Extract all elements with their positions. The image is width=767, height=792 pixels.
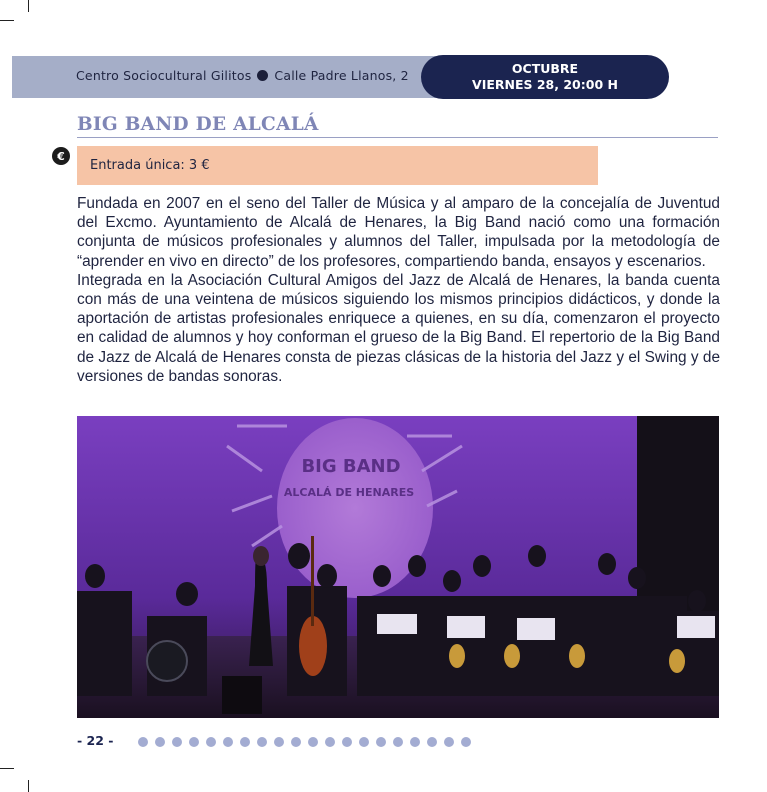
footer-dot [325,737,335,747]
footer-dot [291,737,301,747]
backdrop-text-2: ALCALÁ DE HENARES [283,486,415,499]
concert-photo [77,416,719,718]
title-divider [77,137,718,138]
footer-dots [138,737,471,747]
footer-dot [206,737,216,747]
footer-dot [189,737,199,747]
venue-address: Calle Padre Llanos, 2 [274,68,409,83]
footer-dot [308,737,318,747]
event-title: BIG BAND DE ALCALÁ [77,114,319,135]
date-month: OCTUBRE [511,61,579,76]
footer-dot [461,737,471,747]
footer-dot [376,737,386,747]
venue-info [76,68,409,83]
date-badge [421,55,669,99]
footer-dot [257,737,267,747]
footer-dot [410,737,420,747]
footer-dot [240,737,250,747]
description-paragraph: Integrada en la Asociación Cultural Amigos del Jazz de Alcalá de Henares, la banda cuenta con más de una veintena de músicos siguiendo los mismos principios didácticos, y donde la aportación de artistas profesionales enriquece a quienes, en su día, comenzaron el proyecto en calidad de alumnos y hoy conforman el grueso de la Big Band. El repertorio de la Big Band de Jazz de Alcalá de Henares consta de piezas clásicas de la historia del Jazz y el Swing y de versiones de bandas sonoras. [77,271,720,385]
footer-dot [342,737,352,747]
crop-mark-top [28,0,29,12]
footer-dot [138,737,148,747]
bullet-dot-icon [257,70,268,81]
footer-dot [155,737,165,747]
footer-dot [223,737,233,747]
crop-mark-bottom [28,780,29,792]
backdrop-text-1: BIG BAND [301,456,401,477]
footer-dot [172,737,182,747]
footer-dot [444,737,454,747]
crop-mark-bottom-left [0,768,14,769]
price-box [77,146,598,185]
page-number: - 22 - [77,733,114,748]
date-day-time: VIERNES 28, 20:00 H [472,77,618,92]
footer-dot [427,737,437,747]
price-text: Entrada única: 3 € [90,158,210,173]
footer-dot [274,737,284,747]
event-description [77,194,720,386]
footer-dot [393,737,403,747]
footer-dot [359,737,369,747]
crop-mark-top-left [0,20,14,21]
description-paragraph: Fundada en 2007 en el seno del Taller de Música y al amparo de la concejalía de Juventud del Excmo. Ayuntamiento de Alcalá de Henares, la Big Band nació como una formación conjunta de músicos profesionales y alumnos del Taller, impulsada por la metodología de “aprender en vivo en directo” de los profesores, compartiendo banda, ensayos y escenarios. [77,195,720,270]
euro-icon: € [52,147,70,165]
venue-name: Centro Sociocultural Gilitos [76,68,252,83]
